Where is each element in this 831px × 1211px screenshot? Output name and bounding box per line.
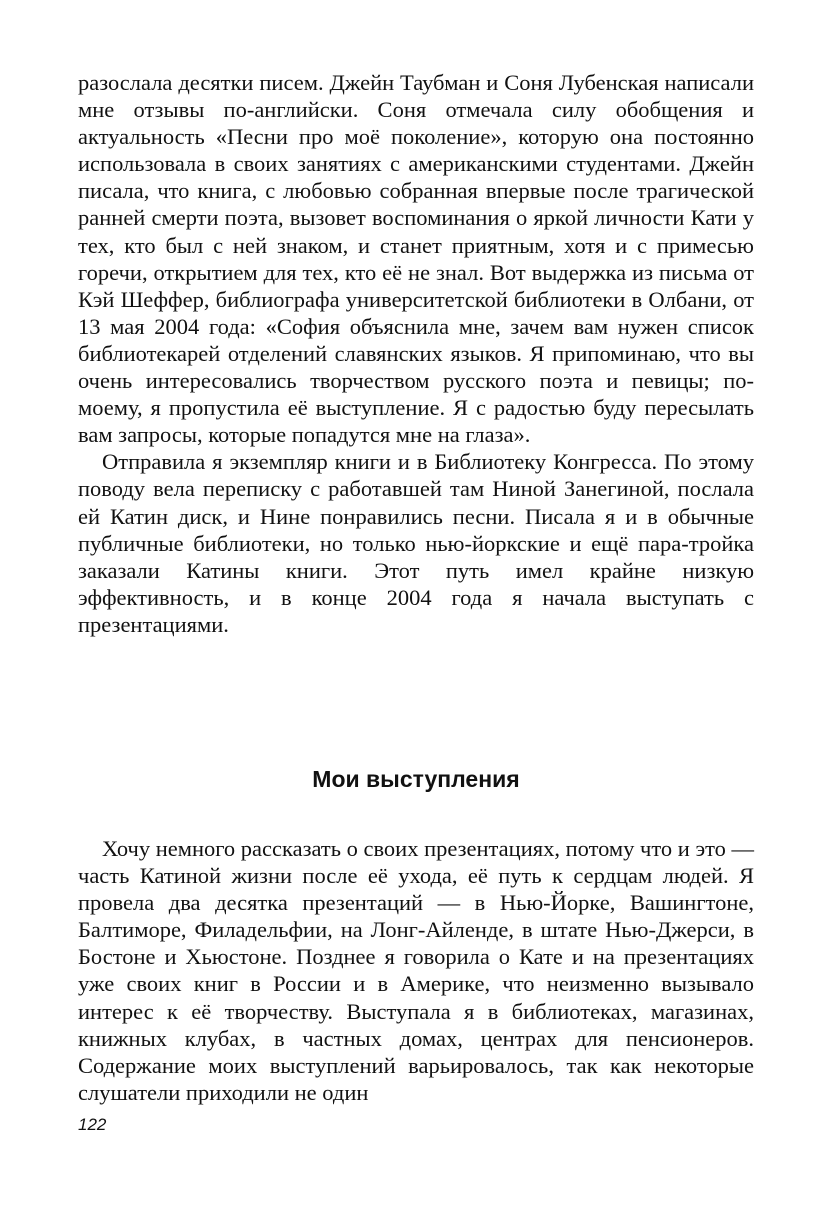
- paragraph-3: Хочу немного рассказать о своих презентациях, потому что и это — часть Катиной жизни после её ухода, её путь к сердцам людей. Я провела два десятка презентаций — в Нью-Йорке, Вашингтоне, Балтиморе, Филадельфии, на Лонг-Айленде, в штате Нью-Джерси, в Бостоне и Хьюстоне. Позднее я говорила о Кате и на презентациях уже своих книг в России и в Америке, что неизменно вызывало интерес к её творчеству. Выступала я в библиотеках, магазинах, книжных клубах, в частных домах, центрах для пенсионеров. Содержание моих выступлений варьировалось, так как некоторые слушатели приходили не один: [78, 836, 755, 1105]
- paragraph-1: разослала десятки писем. Джейн Таубман и Соня Лубенская написали мне отзывы по-английски. Соня отмечала силу обобщения и актуальность «Песни про моё поколение», которую она постоянно использовала в своих занятиях с американскими студентами. Джейн писала, что книга, с любовью собранная впервые после трагической ранней смерти поэта, вызовет воспоминания о яркой личности Кати у тех, кто был с ней знаком, и станет приятным, хотя и с примесью горечи, открытием для тех, кто её не знал. Вот выдержка из письма от Кэй Шеффер, библиографа университетской библиотеки в Олбани, от 13 мая 2004 года: «София объяснила мне, зачем вам нужен список библиотекарей отделений славянских языков. Я припоминаю, что вы очень интересовались творчеством русского поэта и певицы; по-моему, я пропустила её выступление. Я с радостью буду пересылать вам запросы, которые попадутся мне на глаза».: [78, 70, 754, 448]
- section-body: [78, 835, 754, 1106]
- page-number: 122: [78, 1115, 107, 1134]
- paragraph-2: Отправила я экземпляр книги и в Библиотеку Конгресса. По этому поводу вела переписку с работавшей там Ниной Занегиной, послала ей Катин диск, и Нине понравились песни. Писала я и в обычные публичные библиотеки, но только нью-йоркские и ещё пара-тройка заказали Катины книги. Этот путь имел крайне низкую эффективность, и в конце 2004 года я начала выступать с презентациями.: [78, 449, 754, 637]
- section-heading: Мои выступления: [312, 766, 520, 792]
- page-body: [78, 69, 755, 1105]
